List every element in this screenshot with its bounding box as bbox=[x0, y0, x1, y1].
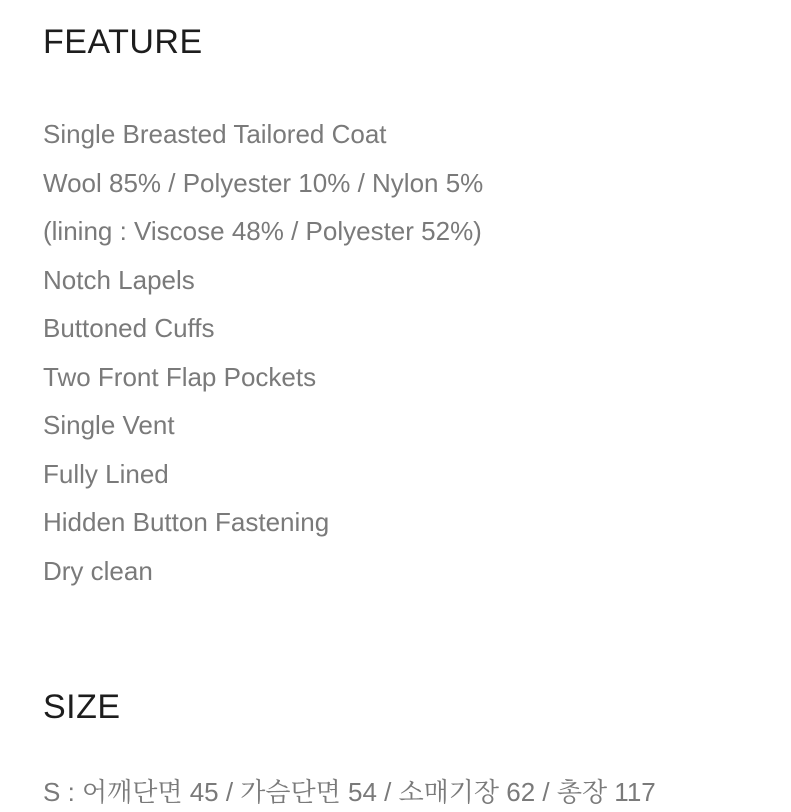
size-measurements-line: S : 어깨단면 45 / 가슴단면 54 / 소매기장 62 / 총장 117 bbox=[43, 777, 656, 807]
feature-item-care: Dry clean bbox=[43, 555, 153, 586]
feature-item-fastening: Hidden Button Fastening bbox=[43, 507, 330, 537]
feature-item-pockets: Two Front Flap Pockets bbox=[43, 361, 317, 392]
feature-item-cuffs: Buttoned Cuffs bbox=[43, 313, 215, 343]
feature-item-lapels: Notch Lapels bbox=[43, 264, 195, 295]
feature-heading: FEATURE bbox=[43, 23, 203, 61]
feature-item-single-breasted: Single Breasted Tailored Coat bbox=[43, 119, 387, 149]
feature-item-lining: (lining : Viscose 48% / Polyester 52%) bbox=[43, 216, 482, 246]
feature-list bbox=[43, 110, 483, 595]
feature-item-lined: Fully Lined bbox=[43, 458, 169, 489]
feature-item-fabric: Wool 85% / Polyester 10% / Nylon 5% bbox=[43, 167, 484, 198]
size-heading: SIZE bbox=[43, 688, 121, 726]
feature-item-vent: Single Vent bbox=[43, 410, 175, 440]
